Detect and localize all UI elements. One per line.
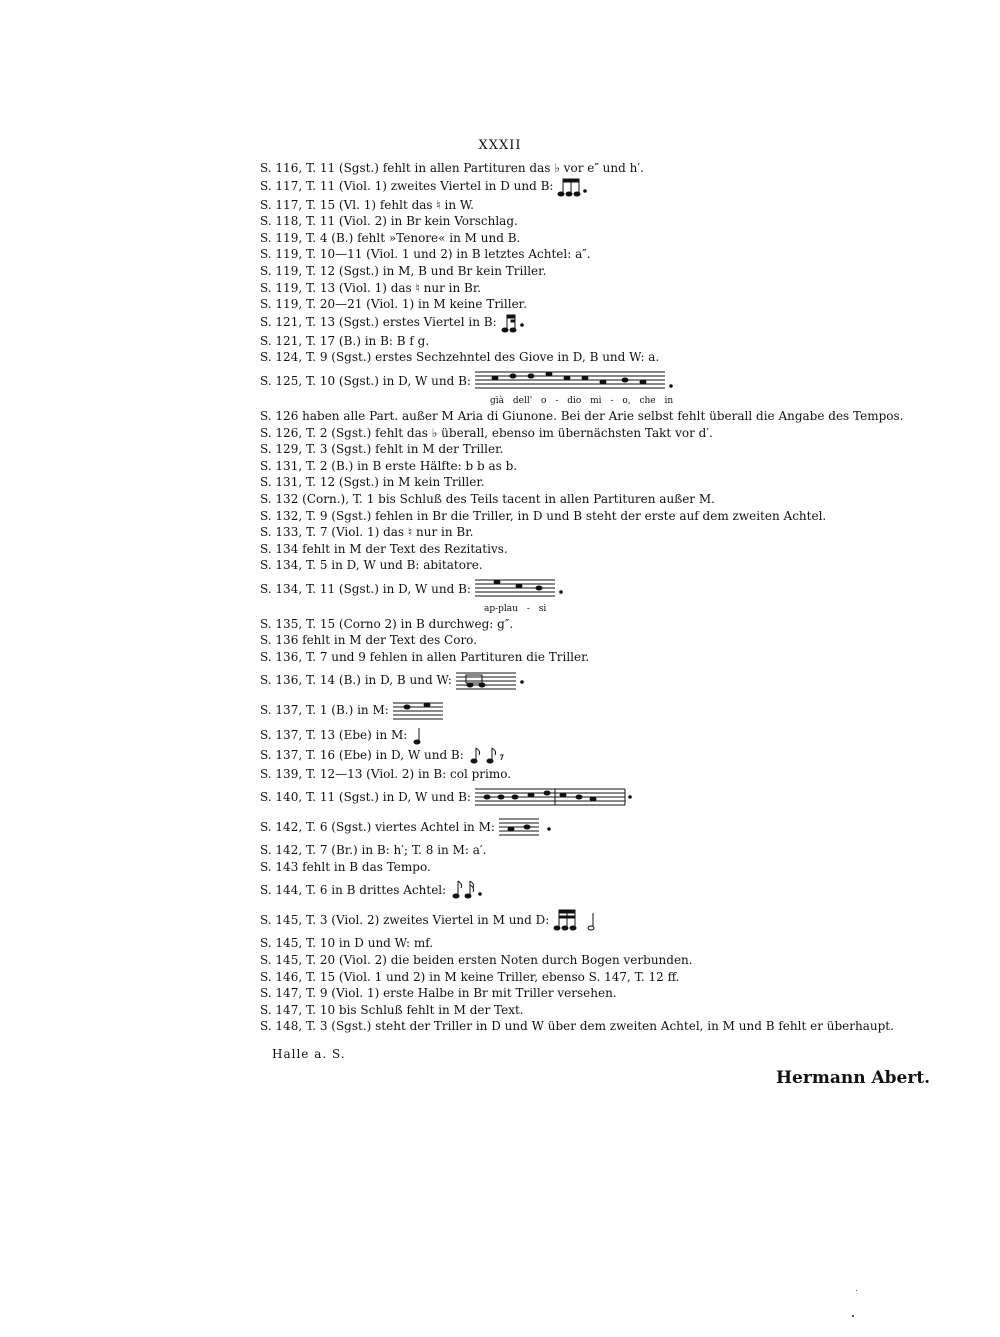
list-item [260,666,940,696]
list-item: S. 135, T. 15 (Corno 2) in B durchweg: g″. [260,616,514,631]
list-item [260,177,940,197]
music-notation-icon [501,312,527,334]
list-item: S. 133, T. 7 (Viol. 1) das ♮ nur in Br. [260,525,474,540]
music-staff-icon [475,368,675,394]
entry-text: S. 137, T. 1 (B.) in M: [260,703,389,718]
music-notation-icon [557,176,591,198]
music-staff-icon [499,815,559,839]
list-item [260,875,940,905]
page-number: XXXII [478,138,522,153]
entry-text: S. 145, T. 3 (Viol. 2) zweites Viertel in M und D: [260,913,550,928]
list-item: S. 147, T. 10 bis Schluß fehlt in M der Text. [260,1002,524,1017]
entry-text: S. 137, T. 13 (Ebe) in M: [260,728,408,743]
list-item: S. 119, T. 10—11 (Viol. 1 und 2) in B letztes Achtel: a″. [260,247,591,262]
list-item: S. 136, T. 7 und 9 fehlen in allen Partituren die Triller. [260,650,590,665]
music-staff-icon [475,785,633,809]
list-item: S. 121, T. 17 (B.) in B: B f g. [260,333,430,348]
list-item: S. 126 haben alle Part. außer M Aria di Giunone. Bei der Arie selbst fehlt überall die Angabe des Tempos. [260,408,904,423]
list-item: S. 124, T. 9 (Sgst.) erstes Sechzehntel des Giove in D, B und W: a. [260,350,660,365]
paper-speck [856,1290,857,1291]
list-item [260,726,940,746]
list-item: S. 136 fehlt in M der Text des Coro. [260,633,478,648]
list-item: S. 134, T. 5 in D, W und B: abitatore. [260,558,483,573]
author-signature: Hermann Abert. [776,1068,931,1088]
entry-text: S. 142, T. 6 (Sgst.) viertes Achtel in M: [260,819,495,834]
list-item: S. 139, T. 12—13 (Viol. 2) in B: col primo. [260,766,512,781]
list-item [260,905,940,935]
place-line: Halle a. S. [272,1047,346,1061]
lyric-text: già dell' o - dio mi - o, che in [490,395,674,406]
list-item: S. 131, T. 12 (Sgst.) in M kein Triller. [260,475,485,490]
music-notation-icon [468,746,508,766]
entry-text: S. 136, T. 14 (B.) in D, B und W: [260,673,452,688]
list-item: S. 116, T. 11 (Sgst.) fehlt in allen Partituren das ♭ vor e″ und h′. [260,161,644,175]
list-item: S. 119, T. 12 (Sgst.) in M, B und Br kein Triller. [260,263,547,278]
list-item: S. 118, T. 11 (Viol. 2) in Br kein Vorschlag. [260,214,518,229]
music-staff-icon [393,699,449,723]
list-item: S. 132 (Corn.), T. 1 bis Schluß des Teils tacent in allen Partituren außer M. [260,491,715,506]
list-item: S. 126, T. 2 (Sgst.) fehlt das ♭ überall, ebenso im übernächsten Takt vor d′. [260,425,713,440]
list-item: S. 119, T. 13 (Viol. 1) das ♮ nur in Br. [260,280,482,295]
lyric-text: ap-plau - si [484,603,547,614]
list-item: S. 147, T. 9 (Viol. 1) erste Halbe in Br mit Triller versehen. [260,986,617,1001]
entry-text: S. 137, T. 16 (Ebe) in D, W und B: [260,748,464,763]
list-item [260,313,940,333]
music-staff-icon [475,576,565,602]
paper-speck [852,1315,854,1317]
music-staff-icon [456,670,526,692]
list-item: S. 119, T. 20—21 (Viol. 1) in M keine Triller. [260,297,527,312]
music-notation-icon [553,907,599,933]
list-item [260,746,940,766]
music-notation-icon [450,878,486,902]
list-item: S. 146, T. 15 (Viol. 1 und 2) in M keine Triller, ebenso S. 147, T. 12 ff. [260,969,680,984]
list-item: S. 145, T. 20 (Viol. 2) die beiden ersten Noten durch Bogen verbunden. [260,953,693,968]
entry-text: S. 144, T. 6 in B drittes Achtel: [260,883,447,898]
entry-text: S. 140, T. 11 (Sgst.) in D, W und B: [260,789,471,804]
list-item [260,812,940,842]
list-item: S. 148, T. 3 (Sgst.) steht der Triller in D und W über dem zweiten Achtel, in M und B fehlt er überhaupt. [260,1019,894,1034]
list-item: S. 134 fehlt in M der Text des Rezitativs. [260,541,508,556]
list-item [260,696,940,726]
list-item [260,782,940,812]
list-item: S. 131, T. 2 (B.) in B erste Hälfte: b b as b. [260,458,518,473]
list-item: S. 129, T. 3 (Sgst.) fehlt in M der Triller. [260,442,504,457]
entry-text: S. 121, T. 13 (Sgst.) erstes Viertel in B: [260,315,497,330]
entry-text: S. 134, T. 11 (Sgst.) in D, W und B: [260,581,471,596]
list-item: S. 132, T. 9 (Sgst.) fehlen in Br die Triller, in D und B steht der erste auf dem zweiten Achtel. [260,508,827,523]
list-item: S. 117, T. 15 (Vl. 1) fehlt das ♮ in W. [260,197,474,212]
entry-text: S. 117, T. 11 (Viol. 1) zweites Viertel in D und B: [260,179,554,194]
entry-text: S. 125, T. 10 (Sgst.) in D, W und B: [260,373,471,388]
list-item: S. 119, T. 4 (B.) fehlt »Tenore« in M und B. [260,230,521,245]
list-item: S. 142, T. 7 (Br.) in B: h′; T. 8 in M: a′. [260,843,487,858]
list-item: S. 143 fehlt in B das Tempo. [260,859,431,874]
errata-list [260,160,940,1035]
list-item: S. 145, T. 10 in D und W: mf. [260,936,434,951]
music-notation-icon [411,726,425,746]
